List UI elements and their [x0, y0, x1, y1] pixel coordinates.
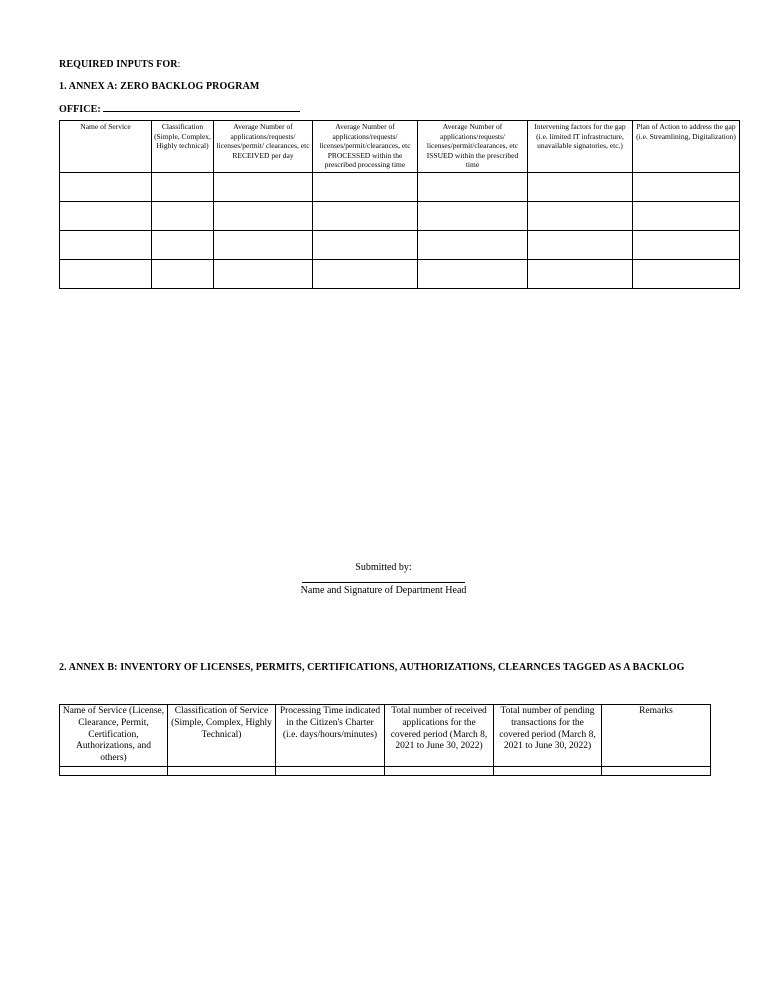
annex-b-title: 2. ANNEX B: INVENTORY OF LICENSES, PERMITS, CERTIFICATIONS, AUTHORIZATIONS, CLEARNCES TAGGED AS A BACKLOG	[59, 662, 685, 673]
annex-a-col-header: Average Number of applications/requests/ licenses/permit/clearances, etc ISSUED within the prescribed time	[418, 121, 528, 173]
annex-a-col-header: Average Number of applications/requests/ licenses/permit/ clearances, etc RECEIVED per day	[214, 121, 313, 173]
table-cell[interactable]	[313, 231, 418, 260]
table-cell[interactable]	[60, 202, 152, 231]
table-cell[interactable]	[633, 173, 740, 202]
required-inputs-label: REQUIRED INPUTS FOR	[59, 59, 178, 70]
table-cell[interactable]	[313, 260, 418, 289]
annex-a-table	[59, 120, 740, 289]
office-row	[59, 101, 300, 115]
table-cell[interactable]	[60, 766, 168, 775]
table-cell[interactable]	[214, 260, 313, 289]
table-row	[60, 766, 711, 775]
table-cell[interactable]	[385, 766, 494, 775]
annex-a-col-header: Name of Service	[60, 121, 152, 173]
annex-a-col-header: Classification (Simple, Complex, Highly technical)	[152, 121, 214, 173]
table-cell[interactable]	[60, 173, 152, 202]
table-cell[interactable]	[528, 173, 633, 202]
signature-line	[302, 582, 465, 583]
table-row	[60, 202, 740, 231]
table-cell[interactable]	[60, 260, 152, 289]
table-cell[interactable]	[418, 173, 528, 202]
table-cell[interactable]	[418, 231, 528, 260]
signature-name-caption: Name and Signature of Department Head	[300, 585, 467, 596]
table-cell[interactable]	[60, 231, 152, 260]
required-inputs-colon: :	[177, 59, 181, 70]
table-cell[interactable]	[152, 231, 214, 260]
annex-b-col-header: Total number of received applications for the covered period (March 8, 2021 to June 30, 2022)	[385, 705, 494, 767]
table-cell[interactable]	[418, 202, 528, 231]
table-row	[60, 260, 740, 289]
annex-b-header-row	[60, 705, 711, 767]
table-cell[interactable]	[528, 231, 633, 260]
table-cell[interactable]	[633, 231, 740, 260]
office-fill-line[interactable]	[103, 101, 300, 112]
table-cell[interactable]	[528, 202, 633, 231]
table-cell[interactable]	[528, 260, 633, 289]
table-cell[interactable]	[633, 202, 740, 231]
annex-b-col-header: Remarks	[602, 705, 711, 767]
annex-a-col-header: Intervening factors for the gap (i.e. limited IT infrastructure, unavailable signatories, etc.)	[528, 121, 633, 173]
table-cell[interactable]	[602, 766, 711, 775]
table-cell[interactable]	[168, 766, 276, 775]
table-cell[interactable]	[152, 202, 214, 231]
submitted-by-label: Submitted by:	[355, 562, 412, 573]
table-row	[60, 231, 740, 260]
table-cell[interactable]	[214, 173, 313, 202]
table-cell[interactable]	[313, 173, 418, 202]
table-cell[interactable]	[152, 260, 214, 289]
annex-b-table	[59, 704, 711, 776]
table-row	[60, 173, 740, 202]
table-cell[interactable]	[313, 202, 418, 231]
table-cell[interactable]	[214, 231, 313, 260]
annex-b-col-header: Name of Service (License, Clearance, Permit, Certification, Authorizations, and others)	[60, 705, 168, 767]
table-cell[interactable]	[276, 766, 385, 775]
annex-a-col-header: Average Number of applications/requests/ licenses/permit/clearances, etc PROCESSED within the prescribed processing time	[313, 121, 418, 173]
table-cell[interactable]	[494, 766, 602, 775]
annex-b-col-header: Processing Time indicated in the Citizen's Charter (i.e. days/hours/minutes)	[276, 705, 385, 767]
annex-b-col-header: Total number of pending transactions for the covered period (March 8, 2021 to June 30, 2022)	[494, 705, 602, 767]
annex-a-title: 1. ANNEX A: ZERO BACKLOG PROGRAM	[59, 81, 260, 92]
table-cell[interactable]	[152, 173, 214, 202]
required-inputs-heading	[59, 59, 180, 70]
annex-a-header-row	[60, 121, 740, 173]
annex-b-col-header: Classification of Service (Simple, Complex, Highly Technical)	[168, 705, 276, 767]
table-cell[interactable]	[633, 260, 740, 289]
office-label: OFFICE:	[59, 104, 101, 115]
table-cell[interactable]	[214, 202, 313, 231]
table-cell[interactable]	[418, 260, 528, 289]
annex-a-col-header: Plan of Action to address the gap (i.e. Streamlining, Digitalization)	[633, 121, 740, 173]
